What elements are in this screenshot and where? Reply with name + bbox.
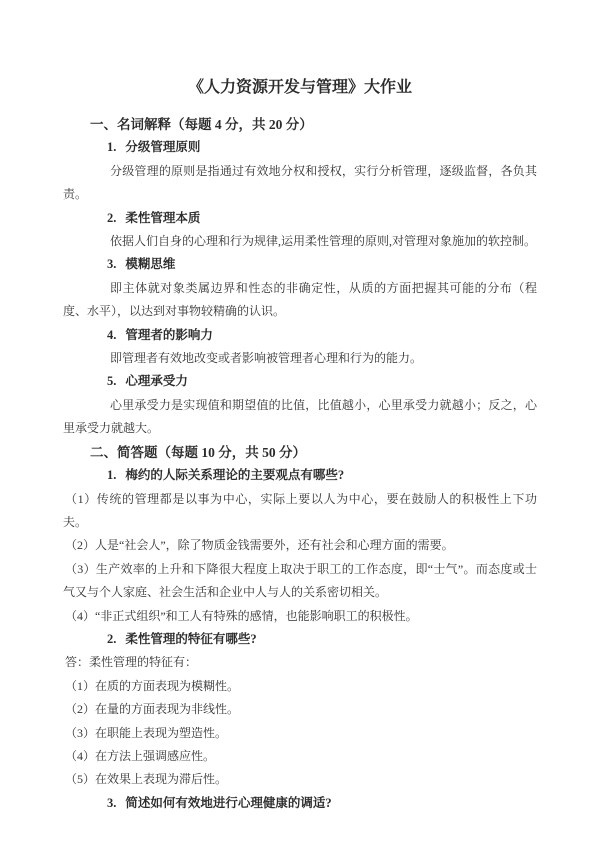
question-1-heading — [63, 464, 537, 487]
term-5-heading — [63, 370, 537, 393]
term-3-definition: 即主体就对象类属边界和性态的非确定性，从质的方面把握其可能的分布（程度、水平），以达到对事物较精确的认识。 — [63, 280, 537, 319]
question-1-point: （4）“非正式组织”和工人有特殊的感情，也能影响职工的积极性。 — [65, 608, 418, 623]
term-1-number: 1. — [107, 140, 117, 155]
question-2-answer-lead: 答：柔性管理的特征有： — [65, 655, 198, 670]
term-1-heading — [63, 136, 537, 159]
question-2-point: （1）在质的方面表现为模糊性。 — [65, 678, 240, 693]
question-1-point: （2）人是“社会人”，除了物质金钱需要外，还有社会和心理方面的需要。 — [65, 538, 454, 553]
term-2-title: 柔性管理本质 — [125, 210, 201, 225]
term-4-title: 管理者的影响力 — [125, 327, 213, 342]
document-body — [63, 113, 537, 815]
term-2-heading — [63, 207, 537, 230]
question-3-number: 3. — [107, 795, 117, 810]
term-3-heading — [63, 253, 537, 276]
term-4-definition: 即管理者有效地改变或者影响被管理者心理和行为的能力。 — [110, 351, 423, 366]
section-2-heading: 二、简答题（每题 10 分，共 50 分） — [90, 444, 306, 460]
question-2-number: 2. — [107, 631, 117, 646]
term-1-title: 分级管理原则 — [125, 140, 201, 155]
question-2-point: （2）在量的方面表现为非线性。 — [65, 702, 240, 717]
term-5-definition: 心里承受力是实现值和期望值的比值，比值越小，心里承受力就越小；反之，心里承受力就越大。 — [63, 397, 537, 436]
question-2-point: （3）在职能上表现为塑造性。 — [65, 725, 228, 740]
question-1-point: （3）生产效率的上升和下降很大程度上取决于职工的工作态度，即“士气”。而态度或士气又与个人家庭、社会生活和企业中人与人的关系密切相关。 — [63, 561, 537, 600]
question-2-point: （4）在方法上强调感应性。 — [65, 748, 216, 763]
term-4-heading — [63, 324, 537, 347]
question-2-point: （5）在效果上表现为滞后性。 — [65, 772, 228, 787]
term-5-title: 心理承受力 — [125, 374, 188, 389]
term-1-definition: 分级管理的原则是指通过有效地分权和授权，实行分析管理，逐级监督，各负其责。 — [63, 163, 537, 202]
term-5-number: 5. — [107, 374, 117, 389]
question-1-number: 1. — [107, 468, 117, 483]
question-3-title: 简述如何有效地进行心理健康的调适? — [125, 795, 332, 810]
term-4-number: 4. — [107, 327, 117, 342]
term-3-number: 3. — [107, 257, 117, 272]
question-2-heading — [63, 628, 537, 651]
question-2-title: 柔性管理的特征有哪些? — [125, 631, 257, 646]
term-3-title: 模糊思维 — [125, 257, 176, 272]
section-1-heading: 一、名词解释（每题 4 分，共 20 分） — [90, 117, 313, 132]
question-3-heading — [63, 792, 537, 815]
question-1-point: （1）传统的管理都是以事为中心，实际上要以人为中心，要在鼓励人的积极性上下功夫。 — [63, 491, 537, 529]
term-2-number: 2. — [107, 210, 117, 225]
question-1-title: 梅约的人际关系理论的主要观点有哪些? — [125, 468, 345, 483]
term-2-definition: 依据人们自身的心理和行为规律,运用柔性管理的原则,对管理对象施加的软控制。 — [110, 234, 537, 249]
document-title: 《人力资源开发与管理》大作业 — [187, 79, 412, 96]
